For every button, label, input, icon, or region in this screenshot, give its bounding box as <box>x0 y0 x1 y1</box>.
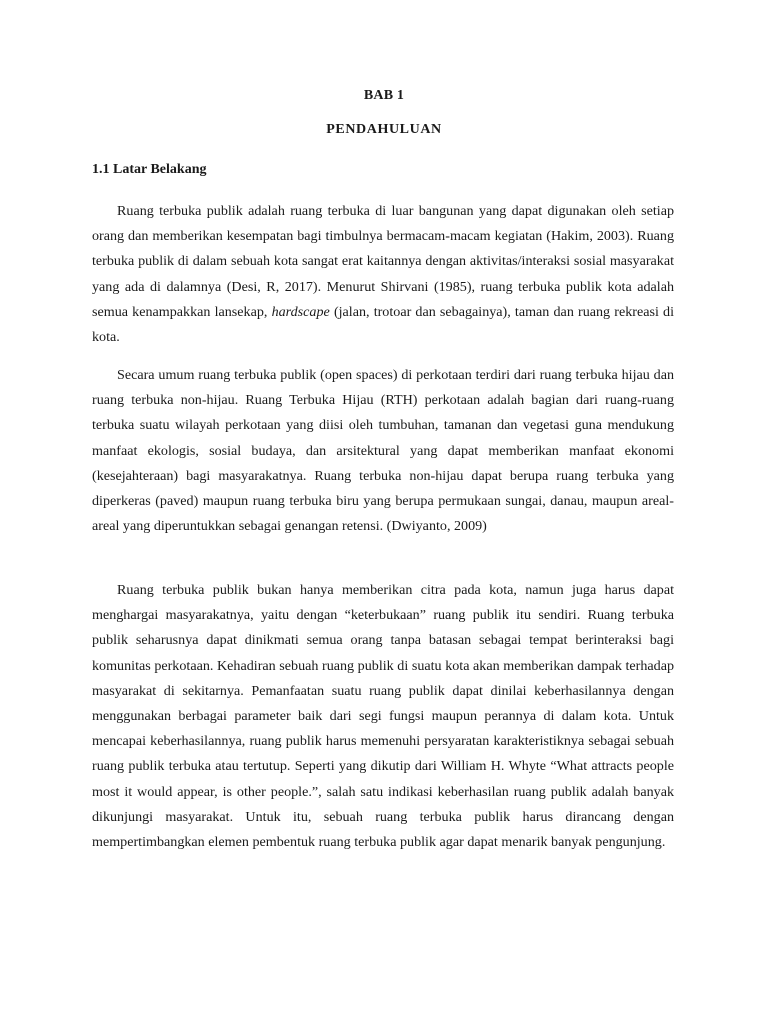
paragraph-1-text-end: (jalan, trotoar dan sebagainya), taman dan ruang rekreasi di kota. <box>92 303 674 346</box>
paragraph-1 <box>92 199 674 350</box>
paragraph-3: Ruang terbuka publik bukan hanya memberikan citra pada kota, namun juga harus dapat menghargai masyarakatnya, yaitu dengan “keterbukaan” ruang publik itu sendiri. Ruang terbuka publik seharusnya dapat dinikmati semua orang tanpa batasan sebagai tempat berinteraksi bagi komunitas perkotaan. Kehadiran sebuah ruang publik di suatu kota akan memberikan dampak terhadap masyarakat di sekitarnya. Pemanfaatan suatu ruang publik dapat dinilai keberhasilannya dengan menggunakan berbagai parameter baik dari segi fungsi maupun perannya di dalam kota. Untuk mencapai keberhasilannya, ruang publik harus memenuhi persyaratan karakteristiknya sebagai sebuah ruang publik terbuka atau tertutup. Seperti yang dikutip dari William H. Whyte “What attracts people most it would appear, is other people.”, salah satu indikasi keberhasilan ruang publik adalah banyak dikunjungi masyarakat. Untuk itu, sebuah ruang terbuka publik harus dirancang dengan mempertimbangkan elemen pembentuk ruang terbuka publik agar dapat menarik banyak pengunjung. <box>92 582 674 851</box>
paragraph-2: Secara umum ruang terbuka publik (open spaces) di perkotaan terdiri dari ruang terbuka hijau dan ruang terbuka non-hijau. Ruang Terbuka Hijau (RTH) perkotaan adalah bagian dari ruang-ruang terbuka suatu wilayah perkotaan yang diisi oleh tumbuhan, tamanan dan vegetasi guna mendukung manfaat ekologis, sosial budaya, dan arsitektural yang dapat memberikan manfaat ekonomi (kesejahteraan) bagi masyarakatnya. Ruang terbuka non-hijau dapat berupa ruang terbuka yang diperkeras (paved) maupun ruang terbuka biru yang berupa permukaan sungai, danau, maupun areal-areal yang diperuntukkan sebagai genangan retensi. (Dwiyanto, 2009) <box>92 367 674 535</box>
chapter-label: BAB 1 <box>363 88 405 103</box>
chapter-title: PENDAHULUAN <box>326 122 442 137</box>
section-heading: 1.1 Latar Belakang <box>92 162 207 177</box>
paragraph-1-italic-term: hardscape <box>271 303 330 320</box>
paragraph-1-text-start: Ruang terbuka publik adalah ruang terbuka di luar bangunan yang dapat digunakan oleh setiap orang dan memberikan kesempatan bagi timbulnya bermacam-macam kegiatan (Hakim, 2003). Ruang terbuka publik di dalam sebuah kota sangat erat kaitannya dengan aktivitas/interaksi sosial masyarakat yang ada di dalamnya (Desi, R, 2017). Menurut Shirvani (1985), ruang terbuka publik kota adalah semua kenampakkan lansekap, <box>92 203 674 320</box>
